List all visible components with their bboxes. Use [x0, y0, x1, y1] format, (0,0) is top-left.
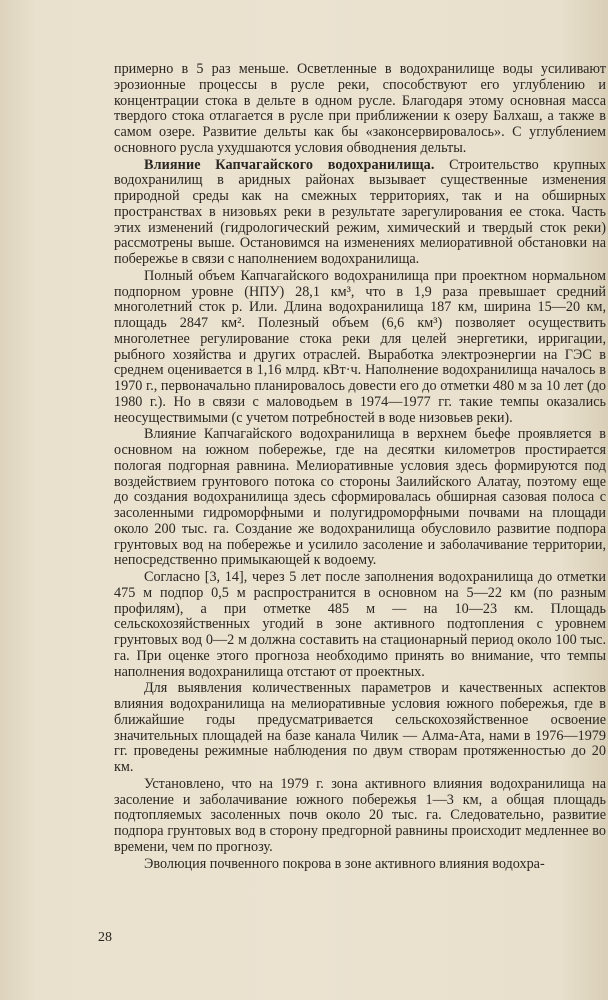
- paragraph-4: Влияние Капчагайского водохранилища в верхнем бьефе проявляется в основном на южном побережье, где на десятки километров простирается пологая подгорная равнина. Мелиоративные условия здесь формируются под воздействием грунтового потока со стороны Заилийского Алатау, поэтому еще до создания водохранилища здесь сформировалась обширная сазовая полоса с засоленными гидроморфными и полугидроморфными почвами на площади около 200 тыс. га. Создание же водохранилища обусловило развитие подпора грунтовых вод на побережье и усилило засоление и заболачивание территории, непосредственно примыкающей к водоему.: [114, 426, 606, 569]
- section-heading: Влияние Капчагайского водохранилища.: [144, 156, 435, 173]
- paragraph-2-text: Строительство крупных водохранилищ в аридных районах вызывает существенные изменения природной среды как на смежных территориях, так и на обширных пространствах в низовьях реки в результате зарегулирования ее стока. Часть этих изменений (гидрологический режим, химический и твердый сток реки) рассмотрены выше. Остановимся на изменениях мелиоративной обстановки на побережье в связи с наполнением водохранилища.: [114, 156, 607, 267]
- paragraph-5: Согласно [3, 14], через 5 лет после заполнения водохранилища до отметки 475 м подпор 0,5 м распространится в основном на 5—22 км (по разным профилям), а при отметке 485 м — на 10—23 км. Площадь сельскохозяйственных угодий в зоне активного подтопления с уровнем грунтовых вод 0—2 м должна составить на стационарный период около 100 тыс. га. При оценке этого прогноза необходимо принять во внимание, что темпы наполнения водохранилища отстают от проектных.: [114, 569, 606, 680]
- body-text: [114, 62, 606, 872]
- paragraph-8: Эволюция почвенного покрова в зоне активного влияния водохра-: [144, 855, 545, 872]
- paragraph-2: [114, 158, 606, 268]
- paragraph-3: Полный объем Капчагайского водохранилища при проектном нормальном подпорном уровне (НПУ) 28,1 км³, что в 1,9 раза превышает средний многолетний сток р. Или. Длина водохранилища 187 км, ширина 15—20 км, площадь 2847 км². Полезный объем (6,6 км³) позволяет осуществить многолетнее регулирование стока реки для целей энергетики, ирригации, рыбного хозяйства и других отраслей. Выработка электроэнергии на ГЭС в среднем оценивается в 1,16 млрд. кВт·ч. Наполнение водохранилища началось в 1970 г., первоначально планировалось довести его до отметки 480 м за 10 лет (до 1980 г.). Но в связи с маловодьем в 1974—1977 гг. такие темпы оказались неосуществимыми (с учетом потребностей в воде низовьев реки).: [114, 267, 606, 426]
- paragraph-6: Для выявления количественных параметров и качественных аспектов влияния водохранилища на мелиоративные условия южного побережья, где в ближайшие годы предусматривается сельскохозяйственное освоение значительных площадей на базе канала Чилик — Алма-Ата, нами в 1976—1979 гг. проведены режимные наблюдения по двум створам протяженностью до 20 км.: [114, 680, 606, 775]
- paragraph-7: Установлено, что на 1979 г. зона активного влияния водохранилища на засоление и заболачивание южного побережья 1—3 км, а общая площадь подтопляемых засоленных почв около 20 тыс. га. Следовательно, развитие подпора грунтовых вод в сторону предгорной равнины происходит медленнее во времени, чем по прогнозу.: [114, 775, 606, 855]
- page-number: 28: [98, 930, 112, 945]
- paragraph-1: примерно в 5 раз меньше. Осветленные в водохранилище воды усиливают эрозионные процессы в русле реки, способствуют его углублению и концентрации стока в дельте в одном русле. Благодаря этому основная масса твердого стока отлагается в русле при приближении к озеру Балхаш, а также в самом озере. Развитие дельты как бы «законсервировалось». С углублением основного русла ухудшаются условия обводнения дельты.: [114, 61, 606, 156]
